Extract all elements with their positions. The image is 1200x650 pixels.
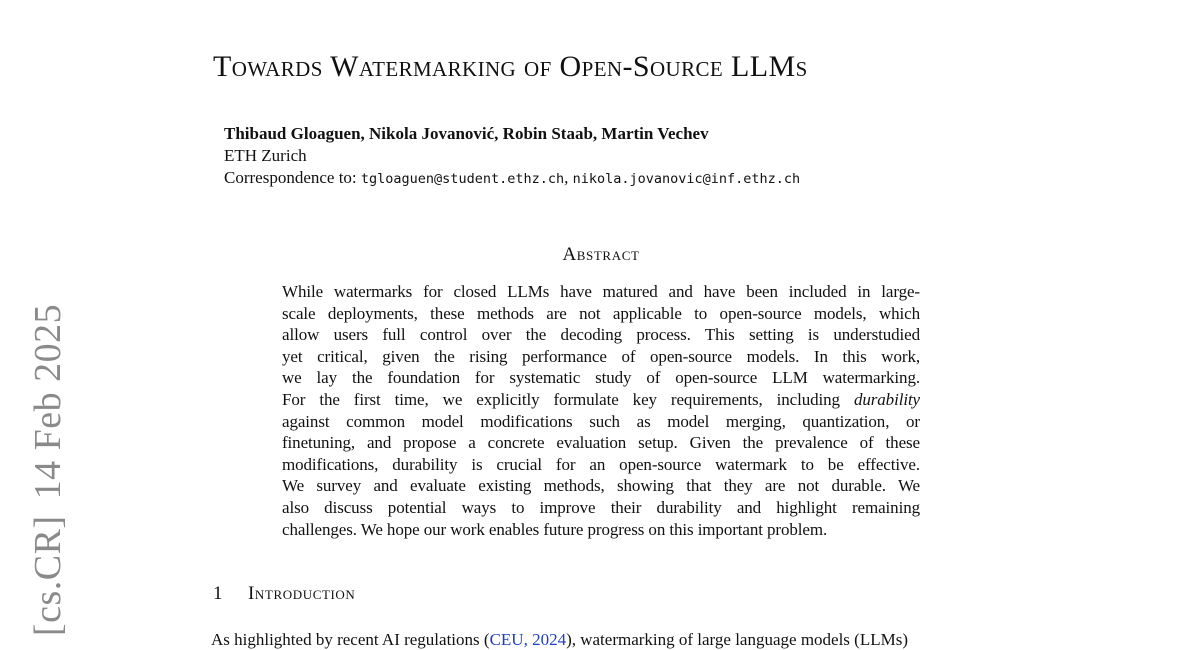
abstract-line: yet critical, given the rising performance of open-source models. In this work,: [282, 346, 920, 366]
section-number: 1: [213, 583, 223, 604]
abstract-line: against common model modifications such as model merging, quantization, or: [282, 411, 920, 431]
abstract-line: allow users full control over the decoding process. This setting is understudied: [282, 325, 920, 345]
abstract-line: challenges. We hope our work enables future progress on this important problem.: [282, 519, 828, 539]
section-title: Introduction: [248, 583, 356, 604]
abstract-heading: Abstract: [562, 244, 640, 265]
affiliation: ETH Zurich: [224, 146, 307, 165]
email-separator: ,: [564, 168, 573, 187]
email-link-1[interactable]: tgloaguen@student.ethz.ch: [360, 171, 565, 187]
abstract-line: we lay the foundation for systematic study of open-source LLM watermarking.: [282, 368, 920, 388]
paper-title: Towards Watermarking of Open-Source LLMs: [213, 50, 808, 83]
abstract-line: also discuss potential ways to improve their durability and highlight remaining: [282, 497, 920, 517]
citation-link[interactable]: CEU, 2024: [489, 630, 567, 649]
abstract-line: scale deployments, these methods are not applicable to open-source models, which: [282, 303, 920, 323]
author-block: [224, 123, 800, 190]
abstract-body: [282, 281, 920, 540]
arxiv-side-stamp: [26, 304, 70, 636]
emphasis-durability: durability: [853, 389, 921, 409]
introduction-first-line: As highlighted by recent AI regulations (CEU, 2024), watermarking of large language models (LLMs): [211, 630, 908, 649]
abstract-line: While watermarks for closed LLMs have matured and have been included in large-: [282, 282, 920, 301]
arxiv-category: [cs.CR]: [27, 515, 69, 637]
correspondence-line: [224, 167, 800, 190]
abstract-line: We survey and evaluate existing methods, showing that they are not durable. We: [282, 476, 920, 496]
abstract-line: modifications, durability is crucial for an open-source watermark to be effective.: [282, 454, 920, 474]
abstract-line: finetuning, and propose a concrete evaluation setup. Given the prevalence of these: [282, 433, 920, 453]
email-link-2[interactable]: nikola.jovanovic@inf.ethz.ch: [572, 171, 801, 187]
section-heading-introduction: [213, 583, 355, 605]
correspondence-label: Correspondence to:: [224, 168, 361, 187]
arxiv-date: 14 Feb 2025: [27, 303, 69, 500]
abstract-line-with-emphasis: For the first time, we explicitly formulate key requirements, including durability: [282, 389, 921, 409]
author-list: Thibaud Gloaguen, Nikola Jovanović, Robin Staab, Martin Vechev: [224, 124, 709, 143]
